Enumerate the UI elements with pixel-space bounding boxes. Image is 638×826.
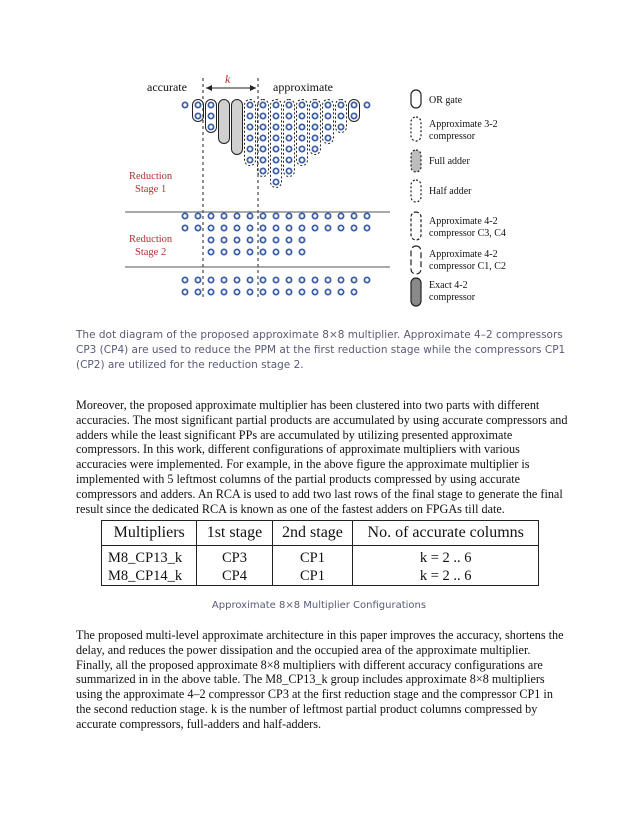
pp-dot [247, 113, 252, 118]
pp-dot [247, 289, 252, 294]
pp-dot [299, 113, 304, 118]
label-approximate: approximate [273, 80, 333, 94]
pp-dot [208, 289, 213, 294]
table-caption: Approximate 8×8 Multiplier Configurations [211, 600, 427, 611]
pp-dot [312, 124, 317, 129]
k-arrow [206, 85, 256, 91]
pp-dot [273, 157, 278, 162]
label-k: k [225, 72, 231, 86]
pp-dot [260, 249, 265, 254]
pp-dot [182, 102, 187, 107]
pp-dot [273, 237, 278, 242]
pp-dot [208, 102, 213, 107]
pp-dot [208, 124, 213, 129]
pp-dot [286, 102, 291, 107]
pp-dot [312, 102, 317, 107]
pp-dot [325, 277, 330, 282]
pp-dot [312, 289, 317, 294]
pp-dot [299, 213, 304, 218]
pp-dot [312, 277, 317, 282]
pp-dot [299, 289, 304, 294]
pp-dot [351, 277, 356, 282]
stage1-label-line2: Stage 1 [135, 184, 167, 195]
pp-dot [260, 237, 265, 242]
compressor-group [245, 100, 256, 166]
cell-accurate-columns: k = 2 .. 6 [353, 546, 539, 568]
pp-dot [260, 277, 265, 282]
pp-dot [247, 277, 252, 282]
pp-dot [234, 277, 239, 282]
pp-dot [260, 213, 265, 218]
pp-dot [299, 157, 304, 162]
compressor-group [297, 100, 308, 166]
pp-dot [286, 213, 291, 218]
pp-dot [208, 249, 213, 254]
pp-dot [260, 225, 265, 230]
pp-dot [273, 277, 278, 282]
pp-dot [260, 113, 265, 118]
pp-dot [247, 225, 252, 230]
figure-caption: The dot diagram of the proposed approximate 8×8 multiplier. Approximate 4–2 compressors CP3 (CP4) are used to reduce the PPM at the first reduction stage while the compressors CP1 (CP2) are utilized for the reduction stage 2. [76, 329, 566, 371]
label-accurate: accurate [147, 80, 187, 94]
dot-diagram-figure [115, 66, 535, 311]
table-header-row [102, 521, 539, 546]
legend [411, 90, 506, 306]
pp-dot [247, 157, 252, 162]
header-1st-stage: 1st stage [197, 521, 272, 546]
pp-dot [351, 113, 356, 118]
approx-4-2-c1-c2-icon [411, 246, 421, 274]
pp-dot [273, 179, 278, 184]
pp-dot [182, 289, 187, 294]
header-multipliers: Multipliers [102, 521, 197, 546]
pp-dot [338, 277, 343, 282]
pp-dot [325, 135, 330, 140]
pp-dot [325, 225, 330, 230]
pp-dot [325, 113, 330, 118]
pp-dot [325, 289, 330, 294]
cell-stage1: CP4 [197, 567, 272, 586]
or-gate-icon [411, 90, 421, 108]
pp-dot [195, 102, 200, 107]
pp-dot [247, 213, 252, 218]
legend-approx32-line1: Approximate 3-2 [429, 119, 498, 130]
pp-dot [247, 102, 252, 107]
pp-dot [273, 102, 278, 107]
pp-dot [312, 146, 317, 151]
pp-dot [338, 102, 343, 107]
pp-dot [338, 225, 343, 230]
pp-dot [325, 102, 330, 107]
pp-dot [351, 225, 356, 230]
pp-dot [260, 168, 265, 173]
pp-dot [221, 289, 226, 294]
pp-dot [221, 225, 226, 230]
exact-4-2-compressor-icon [411, 278, 421, 306]
pp-dot [286, 168, 291, 173]
pp-dot [312, 135, 317, 140]
pp-dot [208, 225, 213, 230]
partial-product-matrix [182, 102, 369, 184]
cell-stage2: CP1 [272, 546, 353, 568]
pp-dot [351, 289, 356, 294]
pp-dot [182, 277, 187, 282]
pp-dot [286, 146, 291, 151]
paragraph-1: Moreover, the proposed approximate multiplier has been clustered into two parts with different accuracies. The most significant partial products are accumulated by using accurate compressors and adders while the least significant PPs are accumulated by utilizing presented approximate compressors. In this work, different configurations of approximate multipliers with various accuracies were implemented. For example, in the above figure the approximate multiplier is implemented with 5 leftmost columns of the partial products compressed by using accurate compressors and adders. An RCA is used to add two last rows of the final stage to generate the final result since the dedicated RCA is known as one of the fastest adders on FPGAs till date. [76, 398, 568, 516]
pp-dot [195, 277, 200, 282]
legend-exact42-line2: compressor [429, 292, 476, 303]
cell-multiplier: M8_CP13_k [102, 546, 197, 568]
pp-dot [286, 157, 291, 162]
pp-dot [299, 135, 304, 140]
legend-full-adder: Full adder [429, 156, 470, 167]
legend-or-gate: OR gate [429, 95, 463, 106]
approx-4-2-c3-c4-icon [411, 212, 421, 240]
cell-multiplier: M8_CP14_k [102, 567, 197, 586]
legend-exact42-line1: Exact 4-2 [429, 280, 468, 291]
pp-dot [260, 146, 265, 151]
pp-dot [325, 213, 330, 218]
pp-dot [338, 124, 343, 129]
pp-dot [247, 237, 252, 242]
legend-approx42b-line2: compressor C1, C2 [429, 261, 506, 272]
cell-stage1: CP3 [197, 546, 272, 568]
cell-accurate-columns: k = 2 .. 6 [353, 567, 539, 586]
pp-dot [234, 249, 239, 254]
pp-dot [351, 102, 356, 107]
pp-dot [286, 124, 291, 129]
dot-diagram-svg [115, 66, 535, 311]
pp-dot [338, 289, 343, 294]
pp-dot [299, 249, 304, 254]
header-accurate-columns: No. of accurate columns [353, 521, 539, 546]
pp-dot [182, 225, 187, 230]
legend-half-adder: Half adder [429, 186, 472, 197]
pp-dot [208, 113, 213, 118]
pp-dot [273, 225, 278, 230]
pp-dot [273, 135, 278, 140]
pp-dot [195, 289, 200, 294]
pp-dot [364, 102, 369, 107]
pp-dot [208, 237, 213, 242]
pp-dot [299, 277, 304, 282]
legend-approx42b-line1: Approximate 4-2 [429, 249, 498, 260]
pp-dot [260, 157, 265, 162]
stage2-label-line2: Stage 2 [135, 247, 167, 258]
pp-dot [247, 249, 252, 254]
pp-dot [273, 249, 278, 254]
configurations-table-wrapper [101, 520, 539, 582]
pp-dot [286, 237, 291, 242]
pp-dot [273, 289, 278, 294]
pp-dot [299, 146, 304, 151]
pp-dot [260, 135, 265, 140]
pp-dot [234, 237, 239, 242]
pp-dot [351, 213, 356, 218]
full-adder-icon [411, 150, 421, 172]
pp-dot [260, 102, 265, 107]
approx-3-2-compressor-icon [411, 117, 421, 141]
pp-dot [195, 113, 200, 118]
pp-dot [273, 124, 278, 129]
pp-dot [260, 289, 265, 294]
pp-dot [221, 249, 226, 254]
compressor-group [219, 100, 230, 144]
pp-dot [234, 225, 239, 230]
pp-dot [286, 135, 291, 140]
pp-dot [221, 277, 226, 282]
pp-dot [247, 146, 252, 151]
pp-dot [221, 237, 226, 242]
pp-dot [273, 113, 278, 118]
pp-dot [338, 113, 343, 118]
pp-dot [247, 124, 252, 129]
pp-dot [299, 225, 304, 230]
configurations-table [101, 520, 539, 586]
pp-dot [208, 277, 213, 282]
compressor-group [232, 100, 243, 155]
pp-dot [273, 146, 278, 151]
pp-dot [286, 277, 291, 282]
pp-dot [299, 102, 304, 107]
pp-dot [286, 249, 291, 254]
pp-dot [195, 213, 200, 218]
pp-dot [221, 213, 226, 218]
pp-dot [286, 113, 291, 118]
pp-dot [182, 213, 187, 218]
pp-dot [286, 225, 291, 230]
pp-dot [299, 237, 304, 242]
table-row [102, 567, 539, 586]
pp-dot [364, 225, 369, 230]
pp-dot [208, 213, 213, 218]
header-2nd-stage: 2nd stage [272, 521, 353, 546]
pp-dot [273, 168, 278, 173]
pp-dot [325, 124, 330, 129]
pp-dot [195, 225, 200, 230]
pp-dot [260, 124, 265, 129]
stage2-label-line1: Reduction [129, 234, 173, 245]
pp-dot [312, 225, 317, 230]
half-adder-icon [411, 180, 421, 202]
final-row-dots [182, 277, 369, 294]
pp-dot [286, 289, 291, 294]
pp-dot [312, 213, 317, 218]
legend-approx42a-line2: compressor C3, C4 [429, 228, 506, 239]
pp-dot [273, 213, 278, 218]
pp-dot [338, 213, 343, 218]
pp-dot [312, 113, 317, 118]
paragraph-2: The proposed multi-level approximate architecture in this paper improves the accuracy, shortens the delay, and reduces the power dissipation and the occupied area of the approximate multiplier. Finally, all the proposed approximate 8×8 multipliers with different accuracy configurations are summarized in in the above table. The M8_CP13_k group includes approximate 8×8 multipliers using the approximate 4–2 compressor CP3 at the first reduction stage and the compressor CP1 in the second reduction stage. k is the number of leftmost partial product columns compressed by accurate compressors, full-adders and half-adders. [76, 628, 564, 731]
pp-dot [247, 135, 252, 140]
stage1-label-line1: Reduction [129, 171, 173, 182]
pp-dot [234, 213, 239, 218]
pp-dot [234, 289, 239, 294]
pp-dot [364, 213, 369, 218]
stage2-dots [182, 213, 369, 254]
cell-stage2: CP1 [272, 567, 353, 586]
pp-dot [364, 277, 369, 282]
pp-dot [299, 124, 304, 129]
table-row [102, 546, 539, 568]
legend-approx42a-line1: Approximate 4-2 [429, 216, 498, 227]
legend-approx32-line2: compressor [429, 131, 476, 142]
